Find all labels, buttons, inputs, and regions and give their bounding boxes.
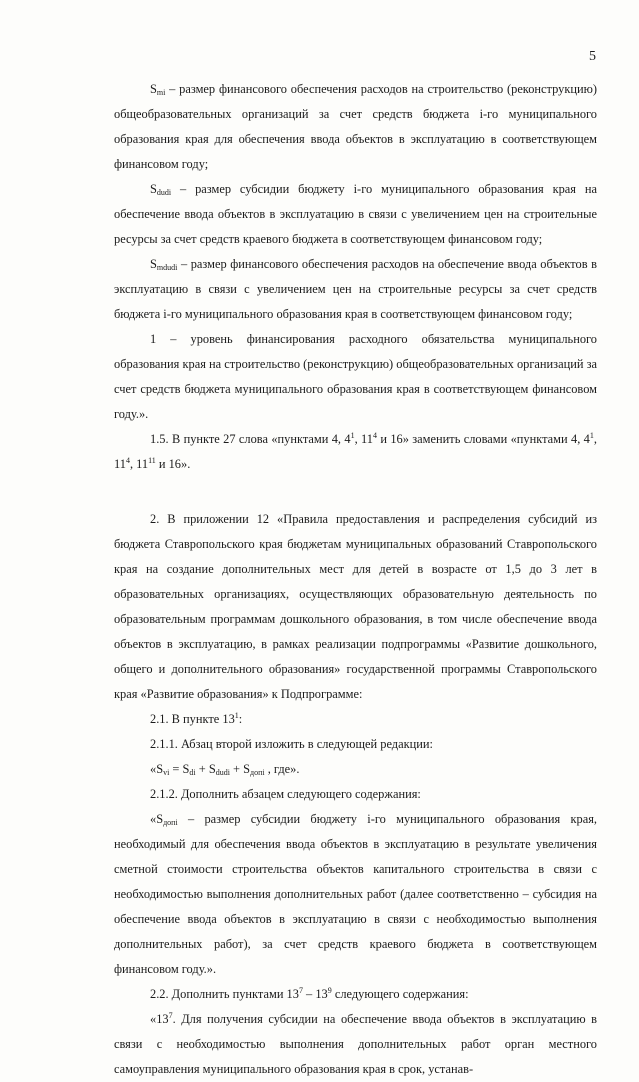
item-2-2: 2.2. Дополнить пунктами $13^7 - 13^9$ следующего содержания: bbox=[150, 986, 469, 1001]
item-2-1-1: 2.1.1. Абзац второй изложить в следующей редакции: bbox=[150, 737, 433, 751]
document-body bbox=[114, 77, 597, 1082]
item-2-1: 2.1. В пункте $13^1$: bbox=[150, 711, 243, 726]
item-2-1-2: 2.1.2. Дополнить абзацем следующего содержания: bbox=[150, 787, 421, 801]
item-1-5: 1.5. В пункте 27 слова «пунктами 4, $4^1$, $11^4$ и 16» заменить словами «пунктами 4, $4^1$, $11^4$, $11^{11}$ и 16». bbox=[114, 431, 597, 471]
item-2: 2. В приложении 12 «Правила предоставления и распределения субсидий из бюджета Ставропольского края бюджетам муниципальных образований Ставропольского края на создание дополнительных мест для детей в возрасте от 1,5 до 3 лет в образовательных организациях, осуществляющих образовательную деятельность по образовательным программам дошкольного образования, в том числе обеспечение ввода объектов в эксплуатацию, в рамках реализации подпрограммы «Развитие дошкольного, общего и дополнительного образования» государственной программы Ставропольского края «Развитие образования» к Подпрограмме: bbox=[114, 512, 597, 701]
definition-s-dop: «$S_{допi}$ – размер субсидии бюджету i-го муниципального образования края, необходимый для обеспечения ввода объектов в эксплуатацию в результате увеличения сметной стоимости строительства объектов капитального строительства в связи с необходимостью выполнения дополнительных работ (далее соответственно – субсидия на обеспечение ввода объектов в эксплуатацию в связи с необходимостью выполнения дополнительных работ), за счет средств краевого бюджета в соответствующем финансовом году.». bbox=[114, 812, 597, 976]
page-number: 5 bbox=[589, 49, 596, 64]
definition-s-mi: $S_{mi}$ – размер финансового обеспечения расходов на строительство (реконструкцию) общеобразовательных организаций за счет средств бюджета i-го муниципального образования края для обеспечения ввода объектов в эксплуатацию в соответствующем финансовом году; bbox=[114, 82, 597, 171]
definition-s-dudi: $S_{dudi}$ – размер субсидии бюджету i-го муниципального образования края на обеспечение ввода объектов в эксплуатацию в связи с увеличением цен на строительные ресурсы за счет средств краевого бюджета в соответствующем финансовом году; bbox=[114, 182, 597, 246]
formula: «$S_{vi} = S_{di} + S_{dudi} + S_{допi}$ , где». bbox=[150, 762, 300, 777]
definition-financing-level: 1 – уровень финансирования расходного обязательства муниципального образования края на строительство (реконструкцию) общеобразовательных организаций за счет средств бюджета муниципального образования края в соответствующем финансовом году.». bbox=[114, 332, 597, 421]
definition-s-mdudi: $S_{mdudi}$ – размер финансового обеспечения расходов на обеспечение ввода объектов в эксплуатацию в связи с увеличением цен на строительные ресурсы за счет средств бюджета i-го муниципального образования края в соответствующем финансовом году; bbox=[114, 257, 597, 321]
item-13-7: «$13^7$. Для получения субсидии на обеспечение ввода объектов в эксплуатацию в связи с необходимостью выполнения дополнительных работ орган местного самоуправления муниципального образования края в срок, устанав- bbox=[114, 1011, 597, 1076]
